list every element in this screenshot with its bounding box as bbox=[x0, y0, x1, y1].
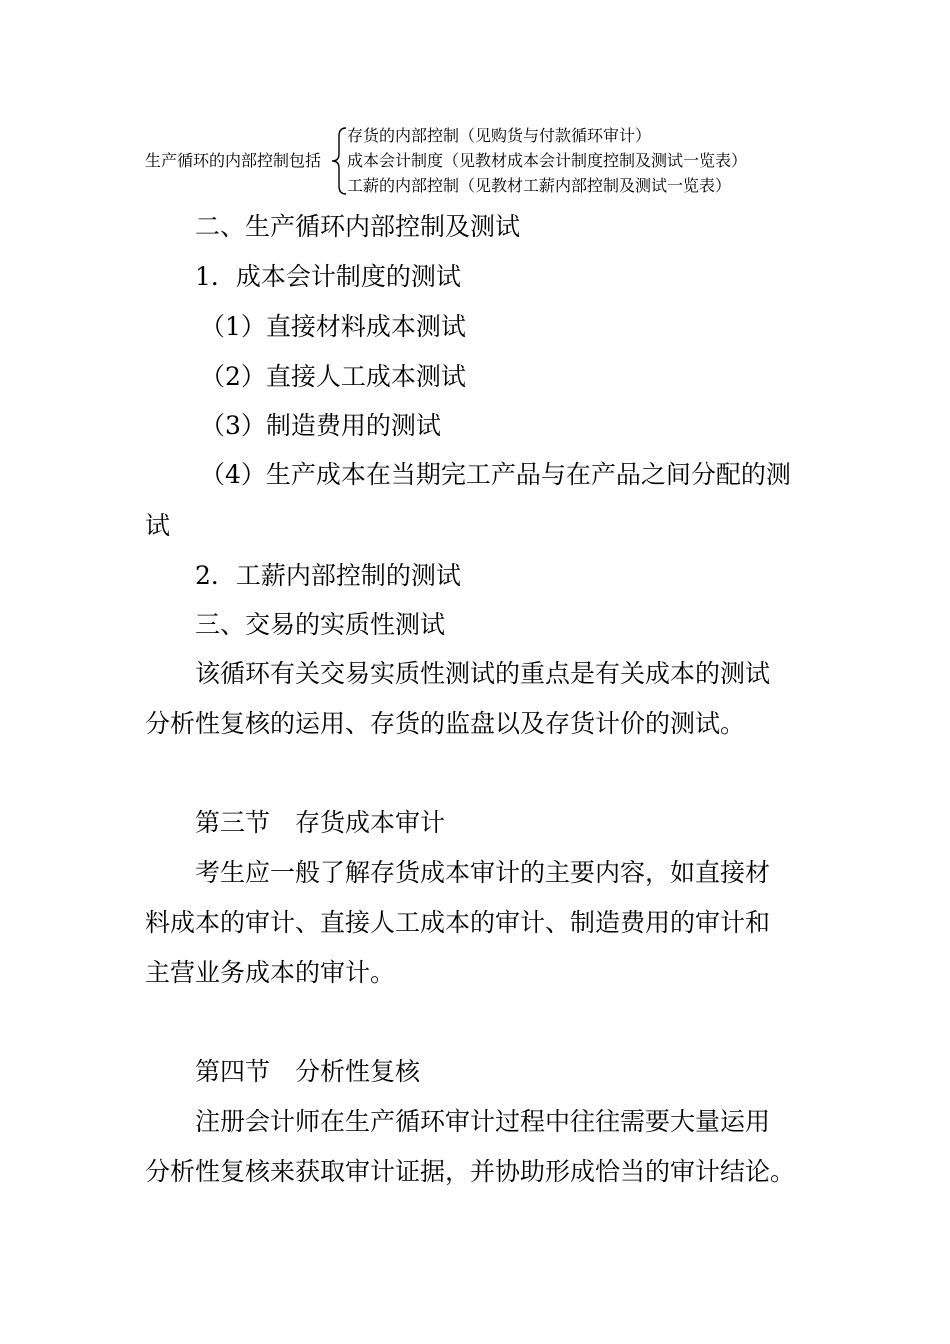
heading-section-2: 二、生产循环内部控制及测试 bbox=[195, 212, 521, 241]
diagram-branch-cost-accounting: 成本会计制度（见教材成本会计制度控制及测试一览表） bbox=[347, 151, 748, 170]
paragraph-analytical-review-line2: 分析性复核来获取审计证据，并协助形成恰当的审计结论。 bbox=[145, 1157, 796, 1186]
list-subitem-cost-allocation-continued: 试 bbox=[145, 511, 171, 540]
internal-control-bracket-diagram bbox=[145, 122, 785, 200]
paragraph-inventory-cost-audit: 考生应一般了解存货成本审计的主要内容，如直接材 bbox=[195, 858, 771, 887]
section-title-inventory-cost-audit: 第三节 存货成本审计 bbox=[195, 808, 446, 837]
list-subitem-direct-labor: （2）直接人工成本测试 bbox=[200, 362, 466, 391]
list-item-cost-accounting-test: 1．成本会计制度的测试 bbox=[195, 262, 461, 291]
paragraph-inventory-cost-audit-line2: 料成本的审计、直接人工成本的审计、制造费用的审计和 bbox=[145, 908, 771, 937]
list-item-payroll-test: 2．工薪内部控制的测试 bbox=[195, 561, 461, 590]
paragraph-inventory-cost-audit-line3: 主营业务成本的审计。 bbox=[145, 958, 396, 987]
paragraph-substantive-tests: 该循环有关交易实质性测试的重点是有关成本的测试 bbox=[195, 659, 771, 688]
list-subitem-cost-allocation: （4）生产成本在当期完工产品与在产品之间分配的测 bbox=[200, 460, 791, 489]
list-subitem-direct-materials: （1）直接材料成本测试 bbox=[200, 312, 466, 341]
list-subitem-overhead: （3）制造费用的测试 bbox=[200, 411, 441, 440]
paragraph-substantive-tests-line2: 分析性复核的运用、存货的监盘以及存货计价的测试。 bbox=[145, 709, 746, 738]
curly-brace-icon bbox=[330, 126, 348, 196]
section-title-analytical-review: 第四节 分析性复核 bbox=[195, 1057, 421, 1086]
diagram-lead-text: 生产循环的内部控制包括 bbox=[145, 151, 322, 170]
diagram-branch-inventory: 存货的内部控制（见购货与付款循环审计） bbox=[347, 126, 652, 145]
paragraph-analytical-review: 注册会计师在生产循环审计过程中往往需要大量运用 bbox=[195, 1107, 771, 1136]
heading-section-3: 三、交易的实质性测试 bbox=[195, 610, 446, 639]
diagram-branch-payroll: 工薪的内部控制（见教材工薪内部控制及测试一览表） bbox=[347, 176, 732, 195]
